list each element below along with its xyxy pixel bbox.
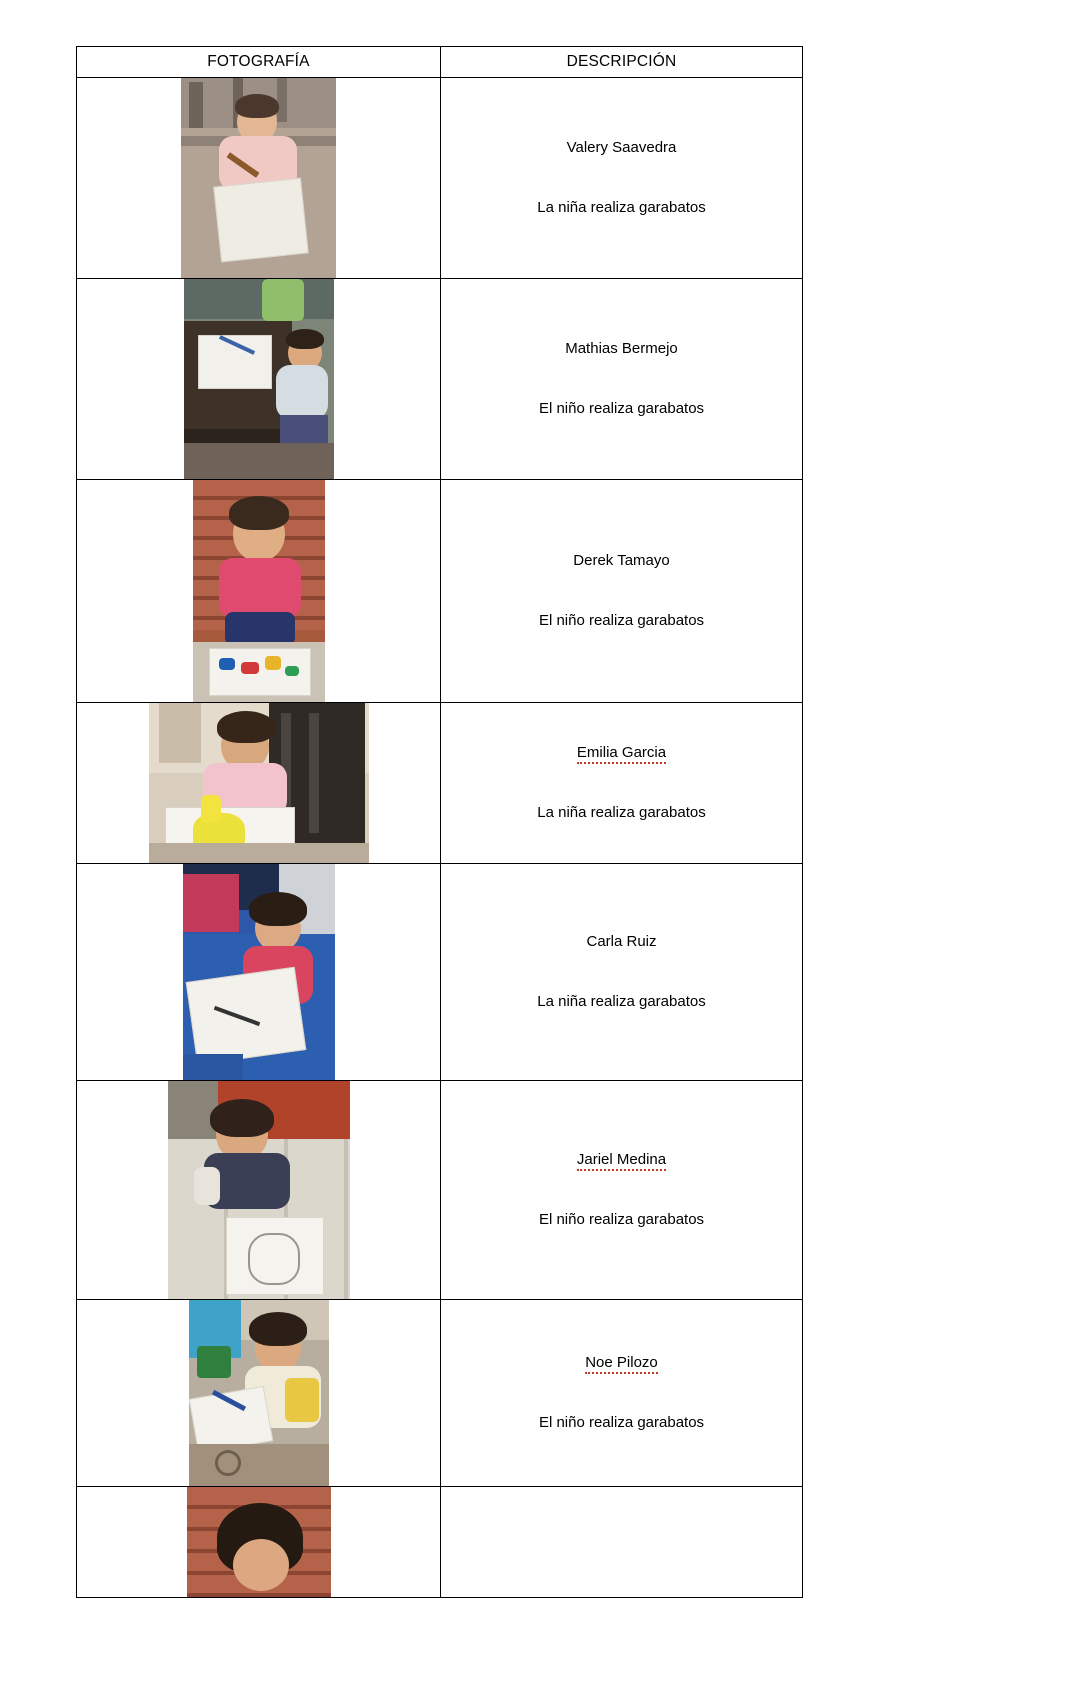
activity-description: El niño realiza garabatos (538, 1414, 705, 1431)
description-cell (441, 864, 803, 1081)
spellcheck-name: Noe Pilozo (585, 1354, 658, 1374)
activity-description: El niño realiza garabatos (538, 612, 705, 629)
child-name: Mathias Bermejo (565, 339, 678, 357)
table-row (77, 1487, 803, 1598)
photo-cell (77, 703, 441, 864)
child-name (441, 1150, 802, 1170)
column-header-fotografia: FOTOGRAFÍA (77, 47, 441, 78)
table-header-row (77, 47, 803, 78)
photo-mathias-bermejo (184, 279, 334, 479)
table-row (77, 480, 803, 703)
photo-cell (77, 1300, 441, 1487)
photo-cell (77, 480, 441, 703)
photo-cell (77, 1487, 441, 1598)
photo-valery-saavedra (181, 78, 336, 278)
photo-cell (77, 1081, 441, 1300)
photo-cell (77, 864, 441, 1081)
description-cell (441, 1300, 803, 1487)
table-row (77, 78, 803, 279)
column-header-descripcion: DESCRIPCIÓN (441, 47, 803, 78)
photo-cell (77, 78, 441, 279)
description-cell (441, 1487, 803, 1598)
photo-partial-last-row (187, 1487, 331, 1597)
photo-cell (77, 279, 441, 480)
photo-emilia-garcia (149, 703, 369, 863)
photo-description-table (76, 46, 803, 1598)
description-cell (441, 703, 803, 864)
photo-jariel-medina (168, 1081, 350, 1299)
activity-description: El niño realiza garabatos (538, 400, 705, 417)
photo-carla-ruiz (183, 864, 335, 1080)
child-name: Derek Tamayo (573, 551, 670, 569)
spellcheck-name: Emilia Garcia (577, 744, 666, 764)
activity-description: El niño realiza garabatos (538, 1211, 705, 1228)
child-name: Carla Ruiz (586, 932, 657, 950)
table-row (77, 1081, 803, 1300)
description-cell (441, 78, 803, 279)
activity-description: La niña realiza garabatos (537, 804, 706, 821)
spellcheck-name: Jariel Medina (577, 1151, 666, 1171)
photo-noe-pilozo (189, 1300, 329, 1486)
child-name (441, 1353, 802, 1373)
child-name (441, 743, 802, 763)
table-row (77, 703, 803, 864)
photo-derek-tamayo (193, 480, 325, 702)
description-cell (441, 1081, 803, 1300)
activity-description: La niña realiza garabatos (537, 993, 706, 1010)
activity-description: La niña realiza garabatos (537, 199, 706, 216)
description-cell (441, 480, 803, 703)
table-row (77, 1300, 803, 1487)
table-row (77, 864, 803, 1081)
child-name: Valery Saavedra (566, 138, 677, 156)
table-row (77, 279, 803, 480)
description-cell (441, 279, 803, 480)
